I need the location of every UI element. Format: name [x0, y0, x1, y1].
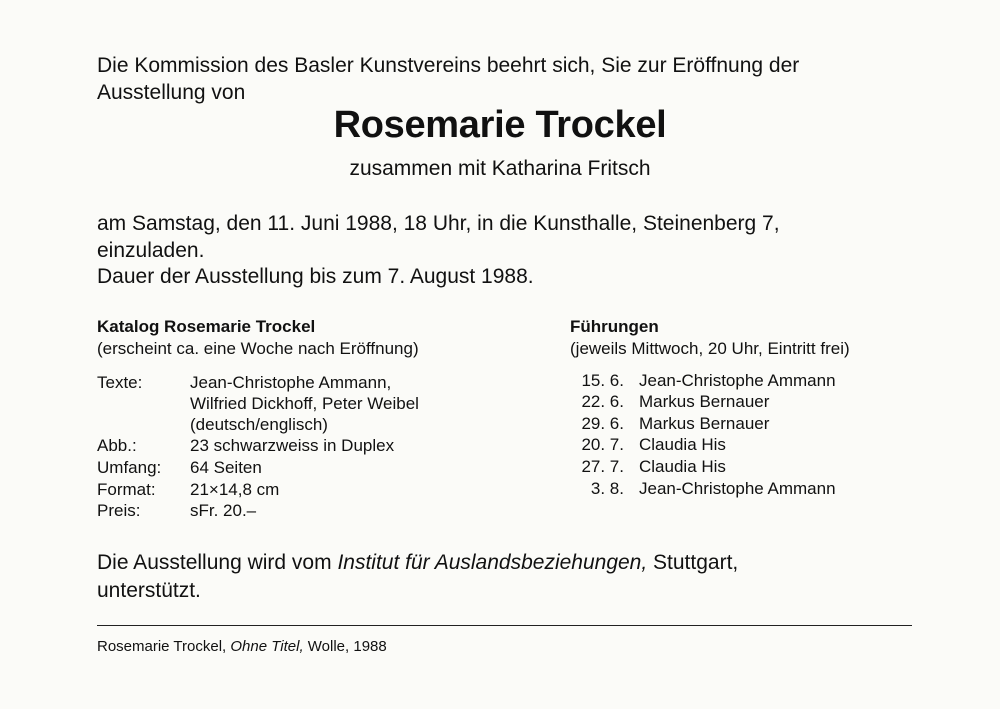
- intro-line-2: Ausstellung von: [97, 81, 246, 104]
- support-line-2: unterstützt.: [97, 579, 201, 602]
- tour-row: [0, 413, 1000, 434]
- catalog-label: Texte:: [97, 373, 143, 392]
- tour-guide: Jean-Christophe Ammann: [639, 479, 836, 498]
- tour-guide: Markus Bernauer: [639, 414, 770, 433]
- catalog-value: 64 Seiten: [190, 458, 262, 477]
- event-line-2: einzuladen.: [97, 239, 205, 262]
- subtitle: zusammen mit Katharina Fritsch: [349, 157, 651, 180]
- artist-title: Rosemarie Trockel: [333, 104, 667, 146]
- catalog-value: (deutsch/englisch): [190, 415, 328, 434]
- tour-guide: Claudia His: [639, 457, 726, 476]
- tours-note: (jeweils Mittwoch, 20 Uhr, Eintritt frei): [570, 339, 850, 358]
- tour-row: [0, 391, 1000, 412]
- catalog-row: [0, 500, 560, 521]
- tour-date: 3. 8.: [590, 479, 624, 498]
- tour-guide: Claudia His: [639, 435, 726, 454]
- tour-row: [0, 478, 1000, 499]
- catalog-value: 23 schwarzweiss in Duplex: [190, 436, 395, 455]
- catalog-value: Jean-Christophe Ammann,: [190, 373, 392, 392]
- catalog-value: 21×14,8 cm: [190, 480, 280, 499]
- support-suffix: Stuttgart,: [647, 551, 739, 574]
- catalog-label: Format:: [97, 480, 156, 499]
- credit-work-title: Ohne Titel,: [230, 638, 304, 655]
- catalog-label: Umfang:: [97, 458, 162, 477]
- intro-line-1: Die Kommission des Basler Kunstvereins beehrt sich, Sie zur Eröffnung der: [97, 54, 800, 77]
- tour-row: [0, 434, 1000, 455]
- catalog-value: sFr. 20.–: [190, 501, 257, 520]
- tour-row: [0, 370, 1000, 391]
- tour-date: 29. 6.: [581, 414, 624, 433]
- catalog-note: (erscheint ca. eine Woche nach Eröffnung): [97, 339, 419, 358]
- tour-row: [0, 456, 1000, 477]
- tour-guide: Markus Bernauer: [639, 392, 770, 411]
- support-institution: Institut für Auslandsbeziehungen,: [337, 551, 648, 574]
- event-line-1: am Samstag, den 11. Juni 1988, 18 Uhr, in die Kunsthalle, Steinenberg 7,: [97, 212, 780, 235]
- credit-details: Wolle, 1988: [303, 638, 387, 655]
- catalog-label: Preis:: [97, 501, 141, 520]
- catalog-heading: Katalog Rosemarie Trockel: [97, 317, 316, 336]
- support-line-1: [97, 549, 738, 576]
- support-prefix: Die Ausstellung wird vom: [97, 551, 338, 574]
- image-credit: [97, 638, 387, 655]
- catalog-value: Wilfried Dickhoff, Peter Weibel: [190, 394, 419, 413]
- divider-rule: [97, 625, 912, 626]
- tour-guide: Jean-Christophe Ammann: [639, 371, 836, 390]
- catalog-label: Abb.:: [97, 436, 137, 455]
- credit-artist: Rosemarie Trockel,: [97, 638, 231, 655]
- tour-date: 20. 7.: [581, 435, 624, 454]
- tour-date: 15. 6.: [581, 371, 624, 390]
- event-line-3: Dauer der Ausstellung bis zum 7. August 1988.: [97, 265, 534, 288]
- tour-date: 22. 6.: [581, 392, 624, 411]
- tours-heading: Führungen: [570, 317, 659, 336]
- tour-date: 27. 7.: [581, 457, 624, 476]
